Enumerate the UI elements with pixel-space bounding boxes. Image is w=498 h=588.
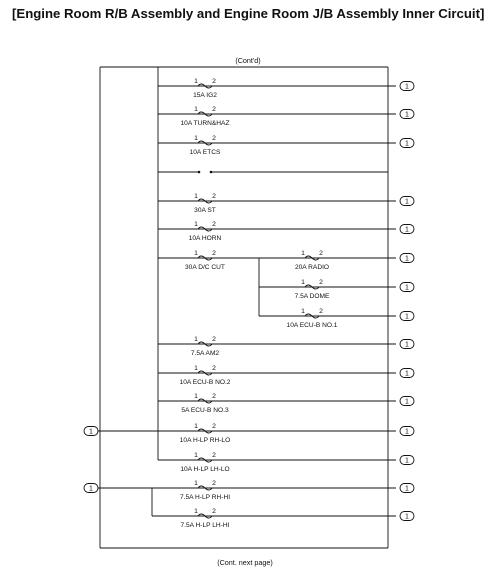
fuse-pin-1: 1 [301, 250, 305, 257]
fuse-pin-1: 1 [194, 193, 198, 200]
connector-number: 1 [405, 198, 409, 206]
fuse-label: 10A H-LP RH-LO [179, 437, 231, 444]
fuse-pin-2: 2 [212, 106, 216, 113]
wiring [98, 67, 396, 548]
fuses-and-connectors [84, 82, 414, 521]
fuse-pin-1: 1 [301, 308, 305, 315]
connector-number: 1 [89, 485, 93, 493]
fuse-pin-2: 2 [212, 193, 216, 200]
top-caption: (Cont'd) [235, 56, 261, 65]
connector-number: 1 [405, 428, 409, 436]
connector-number: 1 [405, 398, 409, 406]
fuse-pin-2: 2 [212, 452, 216, 459]
fuse-pin-2: 2 [212, 508, 216, 515]
fuse-label: 20A RADIO [294, 264, 330, 271]
fuse-label: 5A ECU-B NO.3 [181, 407, 229, 414]
fuse-pin-2: 2 [212, 221, 216, 228]
connector-number: 1 [405, 457, 409, 465]
fuse-pin-2: 2 [212, 250, 216, 257]
connector-number: 1 [405, 341, 409, 349]
fuse-label: 10A HORN [188, 235, 222, 242]
fuse-label: 7.5A H-LP RH-HI [179, 494, 231, 501]
fuse-pin-1: 1 [194, 336, 198, 343]
fuse-pin-2: 2 [212, 480, 216, 487]
fuse-label: 30A ST [194, 207, 216, 214]
fuse-pin-1: 1 [194, 221, 198, 228]
connector-number: 1 [405, 140, 409, 148]
switch-contact [198, 171, 201, 174]
fuse-pin-1: 1 [194, 250, 198, 257]
fuse-pin-1: 1 [194, 423, 198, 430]
fuse-pin-1: 1 [194, 78, 198, 85]
connector-number: 1 [405, 255, 409, 263]
fuse-pin-1: 1 [194, 393, 198, 400]
fuse-pin-1: 1 [194, 480, 198, 487]
connector-number: 1 [405, 226, 409, 234]
fuse-pin-2: 2 [212, 423, 216, 430]
fuse-pin-1: 1 [194, 452, 198, 459]
connector-number: 1 [89, 428, 93, 436]
fuse-pin-1: 1 [194, 135, 198, 142]
connector-number: 1 [405, 313, 409, 321]
connector-number: 1 [405, 485, 409, 493]
connector-number: 1 [405, 111, 409, 119]
labels [89, 56, 409, 567]
fuse-label: 10A ECU-B NO.1 [286, 322, 338, 329]
fuse-label: 10A ECU-B NO.2 [179, 379, 231, 386]
fuse-pin-2: 2 [212, 135, 216, 142]
fuse-label: 10A ETCS [189, 149, 221, 156]
fuse-pin-2: 2 [212, 336, 216, 343]
fuse-label: 15A IG2 [193, 92, 217, 99]
connector-number: 1 [405, 513, 409, 521]
fuse-label: 7.5A AM2 [190, 350, 220, 357]
fuse-label: 10A H-LP LH-LO [180, 466, 230, 473]
fuse-label: 10A TURN&HAZ [180, 120, 230, 127]
fuse-pin-1: 1 [301, 279, 305, 286]
fuse-label: 30A D/C CUT [185, 264, 225, 271]
fuse-pin-2: 2 [212, 78, 216, 85]
connector-number: 1 [405, 83, 409, 91]
fuse-pin-1: 1 [194, 365, 198, 372]
fuse-label: 7.5A DOME [294, 293, 330, 300]
fuse-pin-2: 2 [212, 393, 216, 400]
fuse-label: 7.5A H-LP LH-HI [180, 522, 230, 529]
connector-number: 1 [405, 284, 409, 292]
page-title: [Engine Room R/B Assembly and Engine Room J/B Assembly Inner Circuit] [12, 6, 485, 21]
fuse-pin-2: 2 [319, 308, 323, 315]
fuse-pin-2: 2 [319, 279, 323, 286]
bottom-caption: (Cont. next page) [217, 558, 273, 567]
switch-contact [210, 171, 213, 174]
fuse-pin-2: 2 [212, 365, 216, 372]
fuse-pin-2: 2 [319, 250, 323, 257]
fuse-pin-1: 1 [194, 106, 198, 113]
connector-number: 1 [405, 370, 409, 378]
fuse-pin-1: 1 [194, 508, 198, 515]
